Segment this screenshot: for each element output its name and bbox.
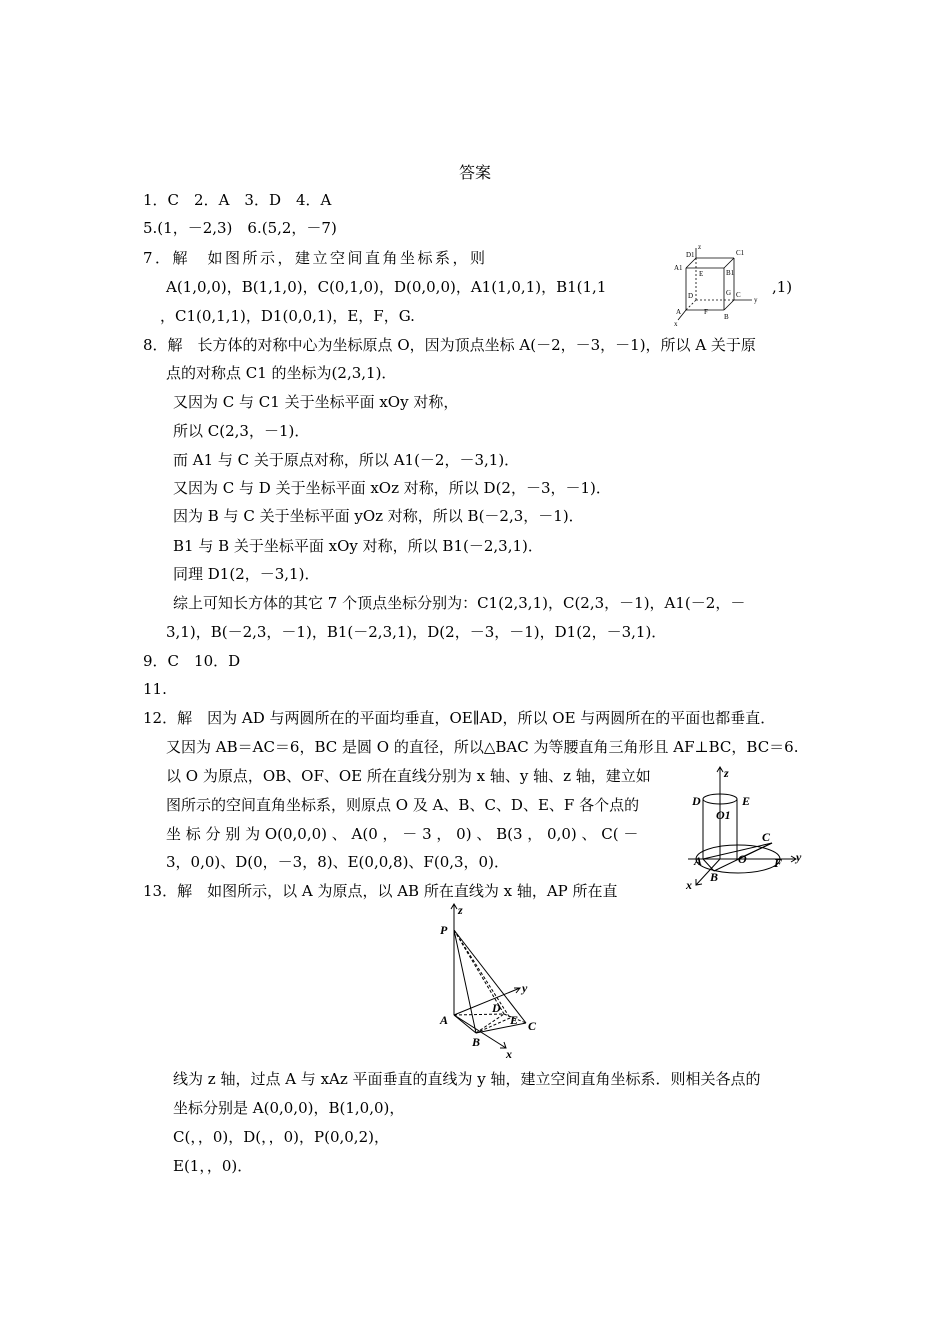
fig2-label: D <box>692 794 701 808</box>
answer-line: 1．C 2．A 3．D 4．A <box>143 191 332 209</box>
answer-line: 坐 标 分 别 为 O(0,0,0) 、 A(0 ， － 3 ， 0) 、 B(3 ， 0,0) 、 C( － <box>166 825 639 843</box>
fig2-label: O1 <box>716 808 731 822</box>
fig1-label: D1 <box>686 251 695 259</box>
fig1-label: A <box>676 308 682 316</box>
answer-line: B1 与 B 关于坐标平面 xOy 对称，所以 B1(－2,3,1)． <box>173 537 543 555</box>
answer-line: ，C1(0,1,1)，D1(0,0,1)，E，F，G. <box>160 307 415 325</box>
fig1-label: z <box>698 243 702 251</box>
answer-line: 又因为 AB＝AC＝6，BC 是圆 O 的直径，所以△BAC 为等腰直角三角形且 AF⊥BC，BC＝6. <box>166 738 799 756</box>
fig1-label: C1 <box>736 249 745 257</box>
fig1-label: B1 <box>726 269 735 277</box>
pyramid-figure <box>424 900 544 1060</box>
fig1-label: y <box>754 296 758 304</box>
answer-line: 13．解 如图所示，以 A 为原点，以 AB 所在直线为 x 轴，AP 所在直 <box>143 882 618 900</box>
answer-line: 因为 B 与 C 关于坐标平面 yOz 对称，所以 B(－2,3，－1)． <box>173 507 584 525</box>
answer-line: ,1) <box>772 278 793 296</box>
answer-line: 12．解 因为 AD 与两圆所在的平面均垂直，OE∥AD，所以 OE 与两圆所在的平面也都垂直． <box>143 709 776 727</box>
answer-line: 8．解 长方体的对称中心为坐标原点 O，因为顶点坐标 A(－2，－3，－1)，所以 A 关于原 <box>143 336 756 354</box>
fig2-label: E <box>742 794 751 808</box>
answer-line: 7．解 如图所示，建立空间直角坐标系，则 <box>143 249 488 267</box>
fig2-label: A <box>694 854 703 868</box>
answer-line: 以 O 为原点，OB、OF、OE 所在直线分别为 x 轴、y 轴、z 轴，建立如 <box>166 767 651 785</box>
page-title: 答案 <box>458 163 491 182</box>
answer-line: 11. <box>143 680 167 698</box>
cube-figure <box>668 240 772 328</box>
fig3-label: A <box>440 1013 449 1027</box>
fig3-label: C <box>528 1019 537 1033</box>
fig2-label: C <box>762 830 771 844</box>
fig3-label: B <box>472 1035 481 1049</box>
answer-line: 5.(1，－2,3) 6.(5,2，－7) <box>143 219 337 237</box>
answer-line: 所以 C(2,3，－1)． <box>173 422 310 440</box>
fig3-label: P <box>440 923 448 937</box>
cylinder-figure <box>684 763 810 891</box>
answer-line: 又因为 C 与 C1 关于坐标平面 xOy 对称， <box>173 393 459 411</box>
answer-line: 线为 z 轴，过点 A 与 xAz 平面垂直的直线为 y 轴，建立空间直角坐标系．则相关各点的 <box>173 1070 761 1088</box>
answer-line: 点的对称点 C1 的坐标为(2,3,1)． <box>166 364 397 382</box>
fig3-label: x <box>506 1047 512 1060</box>
fig3-label: E <box>510 1013 519 1027</box>
fig2-label: F <box>774 856 783 870</box>
answer-line: 同理 D1(2，－3,1)． <box>173 565 320 583</box>
fig1-label: D <box>688 292 694 300</box>
fig3-label: y <box>522 981 528 995</box>
answer-line: 3,1)，B(－2,3，－1)，B1(－2,3,1)，D(2，－3，－1)，D1(2，－3,1)． <box>166 623 667 641</box>
fig3-label: z <box>458 903 463 917</box>
answer-line: 又因为 C 与 D 关于坐标平面 xOz 对称，所以 D(2，－3，－1)． <box>173 479 611 497</box>
answer-line: 图所示的空间直角坐标系，则原点 O 及 A、B、C、D、E、F 各个点的 <box>166 796 640 814</box>
answer-line: 3，0,0)、D(0，－3，8)、E(0,0,8)、F(0,3，0)． <box>166 853 509 871</box>
answer-line: C(，，0)，D(，，0)，P(0,0,2)， <box>173 1128 389 1146</box>
fig2-label: y <box>796 850 802 864</box>
fig2-label: B <box>710 870 719 884</box>
fig2-label: O <box>738 852 747 866</box>
fig1-label: E <box>699 270 704 278</box>
answer-line: A(1,0,0)，B(1,1,0)，C(0,1,0)，D(0,0,0)，A1(1,0,1)，B1(1,1 <box>166 278 607 296</box>
fig1-label: x <box>674 320 678 328</box>
answer-line: 9．C 10．D <box>143 652 241 670</box>
fig1-label: G <box>726 289 732 297</box>
answer-line: E(1，，0)． <box>173 1157 253 1175</box>
fig1-label: A1 <box>674 264 683 272</box>
fig3-label: D <box>492 1001 501 1015</box>
fig1-label: B <box>724 313 729 321</box>
answer-line: 坐标分别是 A(0,0,0)，B(1,0,0)， <box>173 1099 405 1117</box>
fig1-label: C <box>736 291 741 299</box>
fig2-label: x <box>686 878 692 891</box>
answer-line: 而 A1 与 C 关于原点对称，所以 A1(－2，－3,1)． <box>173 451 520 469</box>
fig2-label: z <box>724 766 729 780</box>
answer-line: 综上可知长方体的其它 7 个顶点坐标分别为：C1(2,3,1)，C(2,3，－1)，A1(－2，－ <box>173 594 746 612</box>
fig1-label: F <box>704 308 708 316</box>
